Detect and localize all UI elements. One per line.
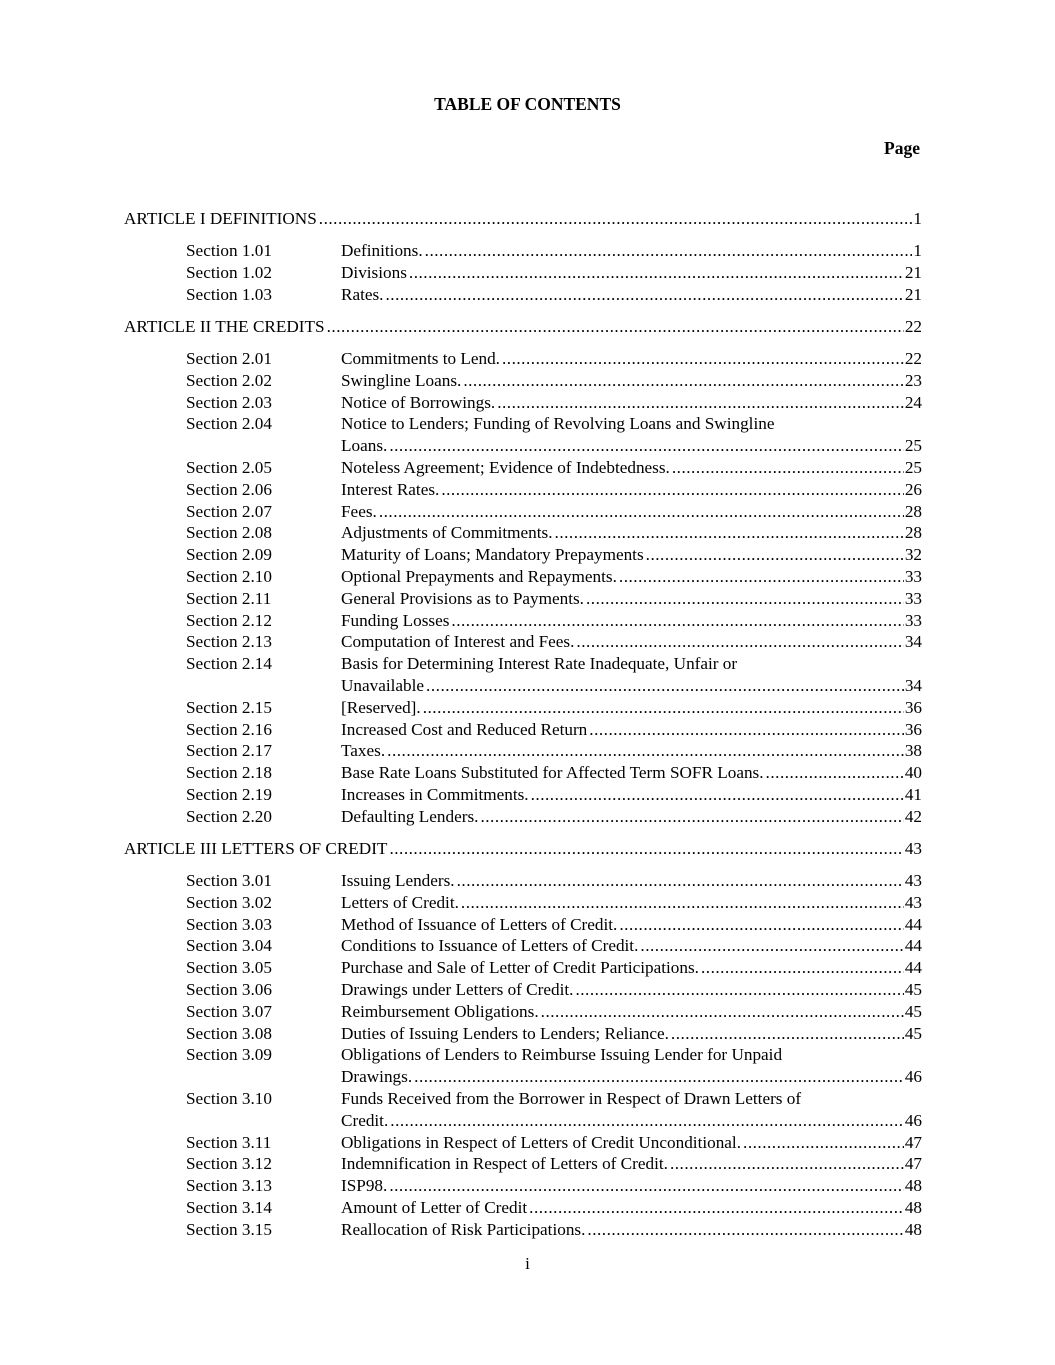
section-entry-page-number: 26 — [904, 479, 922, 499]
dot-leader — [555, 522, 904, 544]
section-entry-page-number: 21 — [904, 284, 922, 304]
article-entry-page-number: 1 — [913, 209, 922, 228]
dot-leader — [389, 1175, 903, 1197]
section-number: Section 3.11 — [186, 1132, 272, 1152]
section-entry-page-number: 44 — [904, 958, 922, 978]
dot-leader — [586, 588, 904, 610]
article-entry-title: ARTICLE I DEFINITIONS — [124, 209, 317, 228]
section-entry-title: Base Rate Loans Substituted for Affected Term SOFR Loans. — [341, 763, 764, 783]
section-entry-title: Indemnification in Respect of Letters of Credit. — [341, 1154, 668, 1174]
section-number: Section 1.01 — [186, 241, 272, 260]
section-entry[interactable] — [341, 1066, 922, 1088]
section-entry[interactable] — [341, 588, 922, 610]
section-entry-title: [Reserved]. — [341, 697, 421, 717]
section-entry[interactable] — [341, 806, 922, 828]
section-entry-page-number: 43 — [904, 892, 922, 912]
section-entry-title: Method of Issuance of Letters of Credit. — [341, 914, 618, 934]
toc-title: TABLE OF CONTENTS — [434, 94, 621, 114]
section-entry-page-number: 34 — [904, 676, 922, 695]
section-entry-page-number: 48 — [904, 1219, 922, 1239]
section-number: Section 3.03 — [186, 914, 272, 934]
section-entry-title: Defaulting Lenders. — [341, 806, 479, 826]
article-entry-page-number: 22 — [904, 317, 922, 336]
dot-leader — [463, 370, 904, 392]
section-entry[interactable] — [341, 675, 922, 697]
section-number: Section 3.14 — [186, 1198, 272, 1217]
section-entry-page-number: 40 — [904, 763, 922, 783]
section-number: Section 3.08 — [186, 1023, 272, 1043]
section-entry-line1-title: Funds Received from the Borrower in Respect of Drawn Letters of — [341, 1089, 802, 1108]
section-entry[interactable] — [341, 479, 922, 501]
dot-leader — [671, 1023, 904, 1045]
section-entry[interactable] — [341, 935, 922, 957]
section-entry-title: Obligations in Respect of Letters of Credit Unconditional. — [341, 1132, 742, 1152]
section-entry-page-number: 45 — [904, 1001, 922, 1021]
section-entry-title: Adjustments of Commitments. — [341, 523, 553, 543]
section-entry-title: Noteless Agreement; Evidence of Indebtedness. — [341, 458, 670, 477]
section-number: Section 2.02 — [186, 370, 272, 390]
dot-leader — [390, 1110, 904, 1132]
section-entry[interactable] — [341, 522, 922, 544]
section-number: Section 2.17 — [186, 741, 272, 761]
footer-page-number: i — [525, 1254, 530, 1273]
section-entry[interactable] — [341, 631, 922, 653]
section-entry-title: Reallocation of Risk Participations. — [341, 1219, 586, 1239]
section-number: Section 3.01 — [186, 871, 272, 890]
section-entry[interactable] — [341, 1001, 922, 1023]
dot-leader — [619, 566, 904, 588]
section-number: Section 2.09 — [186, 545, 272, 565]
section-entry-page-number: 45 — [904, 980, 922, 999]
dot-leader — [743, 1132, 904, 1154]
dot-leader — [480, 806, 903, 828]
dot-leader — [385, 284, 903, 306]
section-number: Section 3.06 — [186, 980, 272, 999]
section-entry-title: Duties of Issuing Lenders to Lenders; Reliance. — [341, 1023, 669, 1043]
dot-leader — [531, 784, 904, 806]
dot-leader — [387, 740, 904, 762]
section-entry-page-number: 33 — [904, 610, 922, 630]
section-entry-title: Increased Cost and Reduced Return — [341, 719, 588, 739]
section-entry-title: Unavailable — [341, 676, 425, 695]
section-entry-line1[interactable] — [341, 413, 922, 435]
section-entry[interactable] — [341, 719, 922, 741]
section-number: Section 3.05 — [186, 958, 272, 978]
section-entry-page-number: 38 — [904, 741, 922, 761]
section-entry-title: Loans. — [341, 436, 388, 456]
section-entry[interactable] — [341, 870, 922, 892]
section-entry-title: Funding Losses — [341, 610, 450, 630]
section-number: Section 2.07 — [186, 501, 272, 521]
section-entry[interactable] — [341, 979, 922, 1001]
article-entry[interactable] — [124, 838, 922, 860]
section-entry-page-number: 1 — [913, 241, 922, 260]
section-entry-page-number: 44 — [904, 936, 922, 956]
dot-leader — [619, 914, 903, 936]
dot-leader — [389, 435, 904, 457]
dot-leader — [327, 316, 904, 338]
section-entry-line1-title: Notice to Lenders; Funding of Revolving Loans and Swingline — [341, 414, 775, 434]
page-column-heading: Page — [884, 138, 920, 158]
section-entry-title: Drawings. — [341, 1067, 413, 1087]
section-entry-page-number: 41 — [904, 785, 922, 804]
section-entry[interactable] — [341, 262, 922, 284]
article-entry-title: ARTICLE III LETTERS OF CREDIT — [124, 839, 388, 858]
section-number: Section 2.04 — [186, 414, 272, 434]
section-entry-page-number: 45 — [904, 1023, 922, 1043]
section-entry-title: Drawings under Letters of Credit. — [341, 980, 574, 999]
dot-leader — [672, 457, 904, 479]
section-entry-title: Computation of Interest and Fees. — [341, 632, 575, 652]
article-entry[interactable] — [124, 208, 922, 230]
dot-leader — [319, 208, 913, 230]
section-entry-title: Commitments to Lend. — [341, 349, 500, 368]
dot-leader — [640, 935, 903, 957]
section-number: Section 2.01 — [186, 349, 272, 368]
section-entry-page-number: 47 — [904, 1154, 922, 1174]
dot-leader — [425, 240, 913, 262]
section-entry-title: Optional Prepayments and Repayments. — [341, 567, 617, 586]
section-number: Section 2.14 — [186, 654, 272, 674]
dot-leader — [587, 1219, 903, 1241]
section-entry-line1[interactable] — [341, 653, 922, 675]
dot-leader — [423, 697, 904, 719]
section-entry[interactable] — [341, 1197, 922, 1219]
section-entry-page-number: 48 — [904, 1176, 922, 1196]
section-entry-line1[interactable] — [341, 1044, 922, 1066]
section-entry-title: Letters of Credit. — [341, 892, 459, 912]
section-entry[interactable] — [341, 1219, 922, 1241]
section-entry-title: Conditions to Issuance of Letters of Credit. — [341, 936, 639, 956]
section-entry-title: Maturity of Loans; Mandatory Prepayments — [341, 545, 644, 565]
dot-leader — [541, 1001, 904, 1023]
article-entry-title: ARTICLE II THE CREDITS — [124, 317, 325, 336]
section-entry[interactable] — [341, 740, 922, 762]
section-entry-title: General Provisions as to Payments. — [341, 588, 584, 608]
article-entry-page-number: 43 — [904, 839, 922, 858]
section-number: Section 2.15 — [186, 697, 272, 717]
section-entry-page-number: 48 — [904, 1198, 922, 1217]
dot-leader — [441, 479, 903, 501]
section-entry[interactable] — [341, 762, 922, 784]
section-entry[interactable] — [341, 348, 922, 370]
section-entry[interactable] — [341, 610, 922, 632]
section-entry-page-number: 25 — [904, 436, 922, 456]
section-number: Section 2.13 — [186, 632, 272, 652]
section-entry-page-number: 28 — [904, 523, 922, 543]
dot-leader — [576, 631, 903, 653]
section-entry-line1[interactable] — [341, 1088, 922, 1110]
section-entry-title: Amount of Letter of Credit — [341, 1198, 528, 1217]
section-number: Section 2.12 — [186, 610, 272, 630]
section-entry-title: Swingline Loans. — [341, 370, 462, 390]
section-entry-title: Credit. — [341, 1110, 389, 1130]
section-entry-line1-title: Obligations of Lenders to Reimburse Issuing Lender for Unpaid — [341, 1045, 783, 1065]
section-number: Section 3.15 — [186, 1219, 272, 1239]
section-entry-page-number: 36 — [904, 719, 922, 739]
section-number: Section 3.07 — [186, 1001, 272, 1021]
section-entry[interactable] — [341, 697, 922, 719]
section-entry-title: Fees. — [341, 501, 377, 521]
dot-leader — [451, 610, 903, 632]
dot-leader — [497, 392, 904, 414]
section-number: Section 3.04 — [186, 936, 272, 956]
section-entry[interactable] — [341, 957, 922, 979]
section-entry-page-number: 42 — [904, 806, 922, 826]
section-entry-title: Divisions — [341, 262, 407, 282]
section-entry-page-number: 22 — [904, 349, 922, 368]
section-number: Section 2.06 — [186, 479, 272, 499]
section-entry[interactable] — [341, 544, 922, 566]
section-number: Section 2.16 — [186, 719, 272, 739]
section-entry-page-number: 33 — [904, 567, 922, 586]
section-entry[interactable] — [341, 435, 922, 457]
section-entry[interactable] — [341, 392, 922, 414]
section-entry-title: Reimbursement Obligations. — [341, 1001, 539, 1021]
section-entry-page-number: 32 — [904, 545, 922, 565]
dot-leader — [457, 870, 904, 892]
section-entry-line1-title: Basis for Determining Interest Rate Inadequate, Unfair or — [341, 654, 738, 674]
section-entry-page-number: 44 — [904, 914, 922, 934]
section-entry-page-number: 24 — [904, 392, 922, 412]
section-entry-title: Rates. — [341, 284, 384, 304]
dot-leader — [575, 979, 903, 1001]
section-entry[interactable] — [341, 1023, 922, 1045]
section-entry-title: Purchase and Sale of Letter of Credit Participations. — [341, 958, 699, 978]
section-entry[interactable] — [341, 1132, 922, 1154]
section-number: Section 3.10 — [186, 1089, 272, 1108]
section-number: Section 2.08 — [186, 523, 272, 543]
section-entry-title: Interest Rates. — [341, 479, 440, 499]
section-number: Section 2.20 — [186, 806, 272, 826]
dot-leader — [646, 544, 904, 566]
section-number: Section 3.02 — [186, 892, 272, 912]
dot-leader — [426, 675, 904, 697]
section-entry-page-number: 25 — [904, 458, 922, 477]
section-entry-page-number: 33 — [904, 588, 922, 608]
section-entry-page-number: 47 — [904, 1132, 922, 1152]
section-entry[interactable] — [341, 284, 922, 306]
section-entry-title: Notice of Borrowings. — [341, 392, 496, 412]
section-entry-title: Taxes. — [341, 741, 386, 761]
dot-leader — [379, 501, 904, 523]
section-number: Section 2.10 — [186, 567, 272, 586]
section-entry[interactable] — [341, 1110, 922, 1132]
dot-leader — [766, 762, 904, 784]
dot-leader — [589, 719, 904, 741]
section-number: Section 3.12 — [186, 1154, 272, 1174]
section-number: Section 2.11 — [186, 588, 272, 608]
section-entry-title: Definitions. — [341, 241, 423, 260]
section-entry-page-number: 34 — [904, 632, 922, 652]
section-entry-page-number: 46 — [904, 1110, 922, 1130]
section-number: Section 2.05 — [186, 458, 272, 477]
section-entry-page-number: 36 — [904, 697, 922, 717]
section-number: Section 2.19 — [186, 785, 272, 804]
dot-leader — [529, 1197, 904, 1219]
section-entry[interactable] — [341, 1153, 922, 1175]
section-entry-title: Issuing Lenders. — [341, 871, 455, 890]
section-entry[interactable] — [341, 370, 922, 392]
section-number: Section 2.18 — [186, 763, 272, 783]
section-number: Section 3.13 — [186, 1176, 272, 1196]
section-entry[interactable] — [341, 240, 922, 262]
section-entry-title: Increases in Commitments. — [341, 785, 529, 804]
section-entry[interactable] — [341, 784, 922, 806]
section-entry-page-number: 21 — [904, 262, 922, 282]
section-number: Section 1.03 — [186, 284, 272, 304]
section-entry[interactable] — [341, 501, 922, 523]
section-entry[interactable] — [341, 914, 922, 936]
section-entry-page-number: 46 — [904, 1067, 922, 1087]
dot-leader — [409, 262, 904, 284]
dot-leader — [701, 957, 904, 979]
section-entry[interactable] — [341, 566, 922, 588]
section-entry-title: ISP98. — [341, 1176, 388, 1196]
section-number: Section 2.03 — [186, 392, 272, 412]
dot-leader — [461, 892, 904, 914]
section-entry-page-number: 23 — [904, 370, 922, 390]
section-entry[interactable] — [341, 1175, 922, 1197]
section-entry-page-number: 43 — [904, 871, 922, 890]
dot-leader — [389, 838, 903, 860]
section-entry[interactable] — [341, 892, 922, 914]
dot-leader — [414, 1066, 904, 1088]
section-number: Section 1.02 — [186, 262, 272, 282]
dot-leader — [670, 1153, 904, 1175]
section-number: Section 3.09 — [186, 1045, 272, 1065]
article-entry[interactable] — [124, 316, 922, 338]
section-entry-page-number: 28 — [904, 501, 922, 521]
section-entry[interactable] — [341, 457, 922, 479]
dot-leader — [502, 348, 904, 370]
